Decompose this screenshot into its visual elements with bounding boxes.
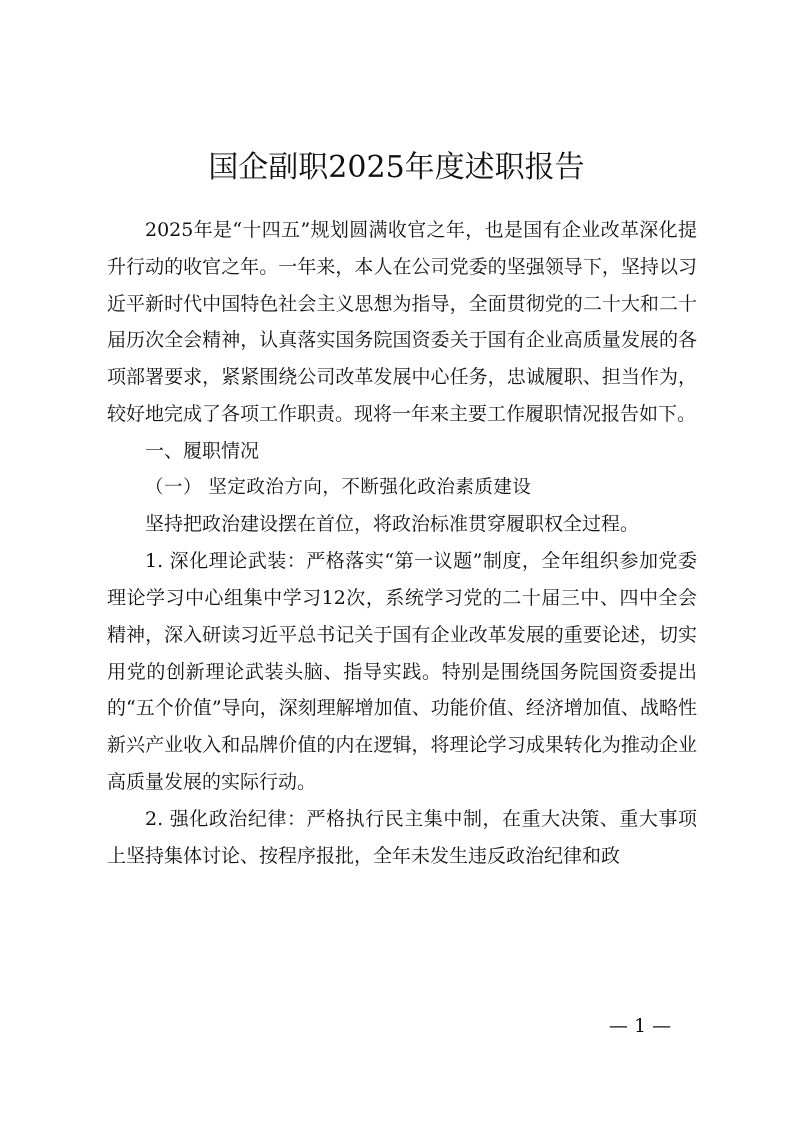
section-heading-performance: 一、履职情况 <box>145 439 260 462</box>
subsection-intro-paragraph: 坚持把政治建设摆在首位，将政治标准贯穿履职权全过程。 <box>145 513 640 536</box>
document-title: 国企副职2025年度述职报告 <box>208 150 585 185</box>
numbered-paragraph-theory: 1. 深化理论武装：严格落实“第一议题”制度，全年组织参加党委理论学习中心组集中学习12次，系统学习党的二十届三中、四中全会精神，深入研读习近平总书记关于国有企业改革发展的重要论述，切实用党的创新理论武装头脑、指导实践。特别是围绕国务院国资委提出的“五个价值”导向，深刻理解增加值、功能价值、经济增加值、战略性新兴产业收入和品牌价值的内在逻辑，将理论学习成果转化为推动企业高质量发展的实际行动。 <box>107 550 697 793</box>
subsection-heading-political-direction: （一） 坚定政治方向，不断强化政治素质建设 <box>145 476 532 498</box>
numbered-paragraph-discipline: 2. 强化政治纪律：严格执行民主集中制，在重大决策、重大事项上坚持集体讨论、按程序报批，全年未发生违反政治纪律和政 <box>107 807 697 867</box>
document-body <box>107 212 697 874</box>
page-number: — 1 — <box>608 1015 672 1037</box>
intro-paragraph: 2025年是“十四五”规划圆满收官之年，也是国有企业改革深化提升行动的收官之年。一年来，本人在公司党委的坚强领导下，坚持以习近平新时代中国特色社会主义思想为指导，全面贯彻党的二十大和二十届历次全会精神，认真落实国务院国资委关于国有企业高质量发展的各项部署要求，紧紧围绕公司改革发展中心任务，忠诚履职、担当作为，较好地完成了各项工作职责。现将一年来主要工作履职情况报告如下。 <box>107 219 697 425</box>
